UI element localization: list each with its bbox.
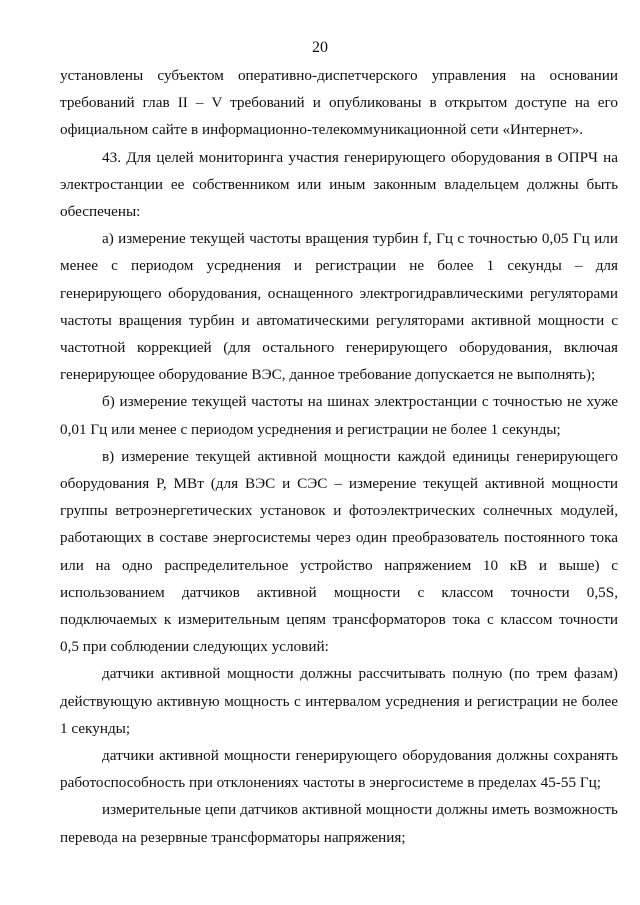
paragraph: а) измерение текущей частоты вращения турбин f, Гц с точностью 0,05 Гц или менее с периодом усреднения и регистрации не более 1 секунды – для генерирующего оборудования, оснащенного электрогидравлическими регуляторами частоты вращения турбин и автоматическими регуляторами активной мощности с частотной коррекцией (для остального генерирующего оборудования, включая генерирующее оборудование ВЭС, данное требование допускается не выполнять); — [60, 230, 618, 384]
paragraph: в) измерение текущей активной мощности каждой единицы генерирующего оборудования P, МВт (для ВЭС и СЭС – измерение текущей активной мощности группы ветроэнергетических установок и фотоэлектрических солнечных модулей, работающих в составе энергосистемы через один преобразователь постоянного тока или на одно распределительное устройство напряжением 10 кВ и выше) с использованием датчиков активной мощности с классом точности 0,5S, подключаемых к измерительным цепям трансформаторов тока с классом точности 0,5 при соблюдении следующих условий: — [60, 447, 618, 656]
paragraph: б) измерение текущей частоты на шинах электростанции с точностью не хуже 0,01 Гц или менее с периодом усреднения и регистрации не более 1 секунды; — [60, 393, 618, 438]
paragraph: датчики активной мощности генерирующего оборудования должны сохранять работоспособность при отклонениях частоты в энергосистеме в пределах 45-55 Гц; — [60, 747, 618, 792]
paragraph: 43. Для целей мониторинга участия генерирующего оборудования в ОПРЧ на электростанции ее собственником или иным законным владельцем должны быть обеспечены: — [60, 148, 618, 221]
paragraph: установлены субъектом оперативно-диспетчерского управления на основании требований глав II – V требований и опубликованы в открытом доступе на его официальном сайте в информационно-телекоммуникационной сети «Интернет». — [60, 67, 618, 139]
page-number: 20 — [312, 39, 328, 56]
paragraph: датчики активной мощности должны рассчитывать полную (по трем фазам) действующую активную мощность с интервалом усреднения и регистрации не более 1 секунды; — [60, 665, 618, 737]
paragraph: измерительные цепи датчиков активной мощности должны иметь возможность перевода на резервные трансформаторы напряжения; — [60, 801, 618, 846]
body-text — [60, 62, 618, 851]
